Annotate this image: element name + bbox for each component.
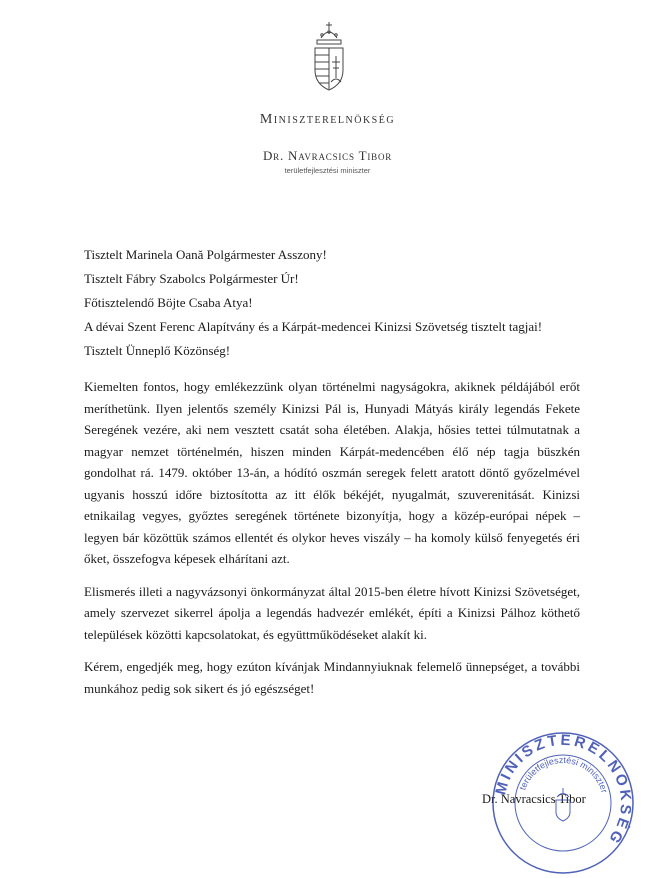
signer-role: területfejlesztési miniszter <box>284 166 371 175</box>
salutation-line: A dévai Szent Ferenc Alapítvány és a Kárpát-medencei Kinizsi Szövetség tisztelt tagjai! <box>84 319 543 334</box>
salutation-line: Tisztelt Marinela Oană Polgármester Asszony! <box>84 247 327 262</box>
svg-text:MINISZTERELNÖKSÉG: MINISZTERELNÖKSÉG <box>492 731 635 849</box>
organization-name: Miniszterelnökség <box>259 112 396 127</box>
hungarian-coat-of-arms-icon <box>307 18 351 96</box>
salutation-line: Tisztelt Ünneplő Közönség! <box>84 343 231 358</box>
body-paragraph: Kiemelten fontos, hogy emlékezzünk olyan történelmi nagyságokra, akiknek példájából erőt meríthetünk. Ilyen jelentős személy Kinizsi Pál is, Hunyadi Mátyás király legendás Fekete Seregének vezére, aki nem vesztett csatát soha életében. Alakja, hősies tettei túlmutatnak a magyar nemzet történelmén, hiszen minden Kárpát-medencében élő nép tagja büszkén gondolhat rá. 1479. október 13-án, a hódító oszmán seregek felett aratott döntő győzelmével ugyanis hosszú időre biztosította az itt élők békéjét, nyugalmát, szuverenitását. Kinizsi etnikailag vegyes, győztes seregének története bizonyítja, hogy a közép-európai népek – legyen bár közöttük számos ellentét és olykor heves viszály – ha komoly külső fenyegetés éri őket, összefogva képesek elhárítani azt. <box>84 379 580 566</box>
letter-body <box>84 376 580 710</box>
svg-text:területfejlesztési miniszter: területfejlesztési miniszter <box>517 754 610 794</box>
salutations <box>84 243 542 363</box>
closing-signature: Dr. Navracsics Tibor <box>482 792 586 806</box>
salutation-line: Főtisztelendő Böjte Csaba Atya! <box>84 295 253 310</box>
body-paragraph: Elismerés illeti a nagyvázsonyi önkormányzat által 2015-ben életre hívott Kinizsi Szövetséget, amely szervezet sikerrel ápolja a legendás hadvezér emlékét, építi a Kinizsi Pálhoz köthető települések közötti kapcsolatokat, és együttműködéseket alakít ki. <box>84 583 580 642</box>
signer-name: Dr. Navracsics Tibor <box>262 148 393 163</box>
official-stamp-seal <box>488 728 638 878</box>
body-paragraph: Kérem, engedjék meg, hogy ezúton kívánjak Mindannyiuknak felemelő ünnepséget, a további munkához pedig sok sikert és jó egészséget! <box>84 659 580 696</box>
salutation-line: Tisztelt Fábry Szabolcs Polgármester Úr! <box>84 271 299 286</box>
